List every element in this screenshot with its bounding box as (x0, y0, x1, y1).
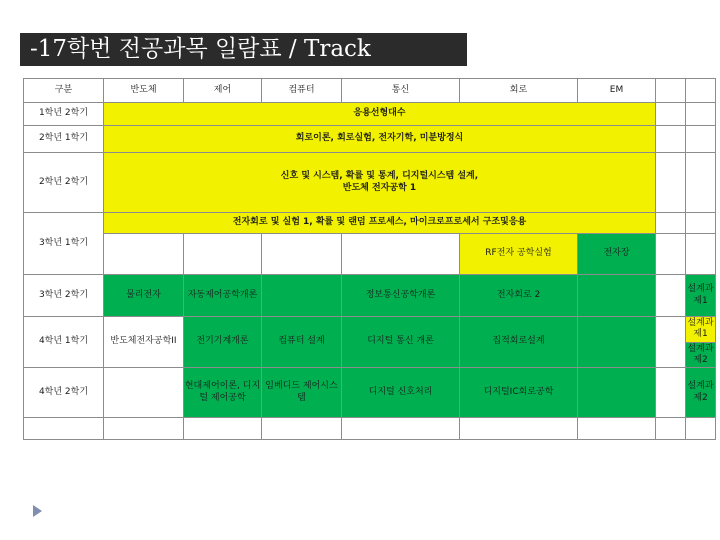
course-cell: 전자장 (578, 234, 656, 275)
empty-cell (686, 103, 716, 126)
empty-cell (656, 418, 686, 440)
row-label: 3학년 1학기 (24, 213, 104, 275)
empty-cell (460, 418, 578, 440)
page-title: -17학번 전공과목 일람표 / Track (20, 33, 467, 66)
empty-cell (656, 317, 686, 368)
course-cell: 반도체전자공학II (104, 317, 184, 368)
empty-cell (104, 418, 184, 440)
empty-cell (342, 234, 460, 275)
empty-cell (686, 213, 716, 234)
empty-cell (184, 234, 262, 275)
course-cell: 설계과제1 (686, 275, 716, 317)
course-cell: 전기기계개론 (184, 317, 262, 368)
course-cell: RF전자 공학실험 (460, 234, 578, 275)
table-row (24, 103, 716, 126)
empty-cell (578, 368, 656, 418)
empty-cell (342, 418, 460, 440)
course-cell: 디지털IC회로공학 (460, 368, 578, 418)
header-communication: 통신 (342, 79, 460, 103)
empty-cell (656, 234, 686, 275)
empty-cell (656, 368, 686, 418)
row-label: 2학년 2학기 (24, 153, 104, 213)
empty-cell (686, 153, 716, 213)
empty-cell (656, 126, 686, 153)
course-cell: 디지털 통신 개론 (342, 317, 460, 368)
course-span-cell: 회로이론, 회로실험, 전자기학, 미분방정식 (104, 126, 656, 153)
empty-cell (656, 79, 686, 103)
table-row (24, 234, 716, 275)
course-span-cell: 응용선형대수 (104, 103, 656, 126)
row-label: 4학년 1학기 (24, 317, 104, 368)
empty-cell (262, 234, 342, 275)
course-cell: 물리전자 (104, 275, 184, 317)
course-cell: 설계과제2 (686, 343, 715, 368)
course-cell: 설계과제1 (686, 317, 715, 343)
course-span-cell: 전자회로 및 실험 1, 확률 및 랜덤 프로세스, 마이크로프로세서 구조및응용 (104, 213, 656, 234)
course-cell: 정보통신공학개론 (342, 275, 460, 317)
empty-cell (24, 418, 104, 440)
empty-cell (656, 275, 686, 317)
empty-cell (656, 213, 686, 234)
header-computer: 컴퓨터 (262, 79, 342, 103)
course-cell: 컴퓨터 설계 (262, 317, 342, 368)
empty-cell (578, 418, 656, 440)
course-cell: 디지털 신호처리 (342, 368, 460, 418)
empty-cell (184, 418, 262, 440)
empty-cell (686, 126, 716, 153)
course-cell: 전자회로 2 (460, 275, 578, 317)
row-label: 2학년 1학기 (24, 126, 104, 153)
table-row (24, 368, 716, 418)
next-slide-arrow-icon[interactable] (33, 505, 42, 517)
table-row (24, 213, 716, 234)
row-label: 1학년 2학기 (24, 103, 104, 126)
course-cell: 자동제어공학개론 (184, 275, 262, 317)
header-control: 제어 (184, 79, 262, 103)
empty-cell (262, 418, 342, 440)
table-row (24, 418, 716, 440)
table-row (24, 317, 716, 368)
course-span-line: 반도체 전자공학 1 (342, 182, 417, 193)
header-semiconductor: 반도체 (104, 79, 184, 103)
table-row (24, 275, 716, 317)
course-span-cell (104, 153, 656, 213)
course-cell: 설계과제2 (686, 368, 716, 418)
empty-cell (656, 153, 686, 213)
empty-cell (686, 418, 716, 440)
course-cell: 임베디드 제어시스템 (262, 368, 342, 418)
course-cell: 집적회로설계 (460, 317, 578, 368)
row-label: 3학년 2학기 (24, 275, 104, 317)
empty-cell (104, 368, 184, 418)
empty-cell (262, 275, 342, 317)
empty-cell (686, 79, 716, 103)
table-row (24, 153, 716, 213)
course-cell: 현대제어이론, 디지털 제어공학 (184, 368, 262, 418)
course-span-line: 신호 및 시스템, 확률 및 통계, 디지털시스템 설계, (280, 171, 479, 182)
header-row (24, 79, 716, 103)
curriculum-table (23, 78, 716, 440)
empty-cell (104, 234, 184, 275)
row-label: 4학년 2학기 (24, 368, 104, 418)
header-circuit: 회로 (460, 79, 578, 103)
header-em: EM (578, 79, 656, 103)
header-category: 구분 (24, 79, 104, 103)
course-cell-split (686, 317, 716, 368)
empty-cell (686, 234, 716, 275)
empty-cell (656, 103, 686, 126)
table-row (24, 126, 716, 153)
empty-cell (578, 317, 656, 368)
empty-cell (578, 275, 656, 317)
